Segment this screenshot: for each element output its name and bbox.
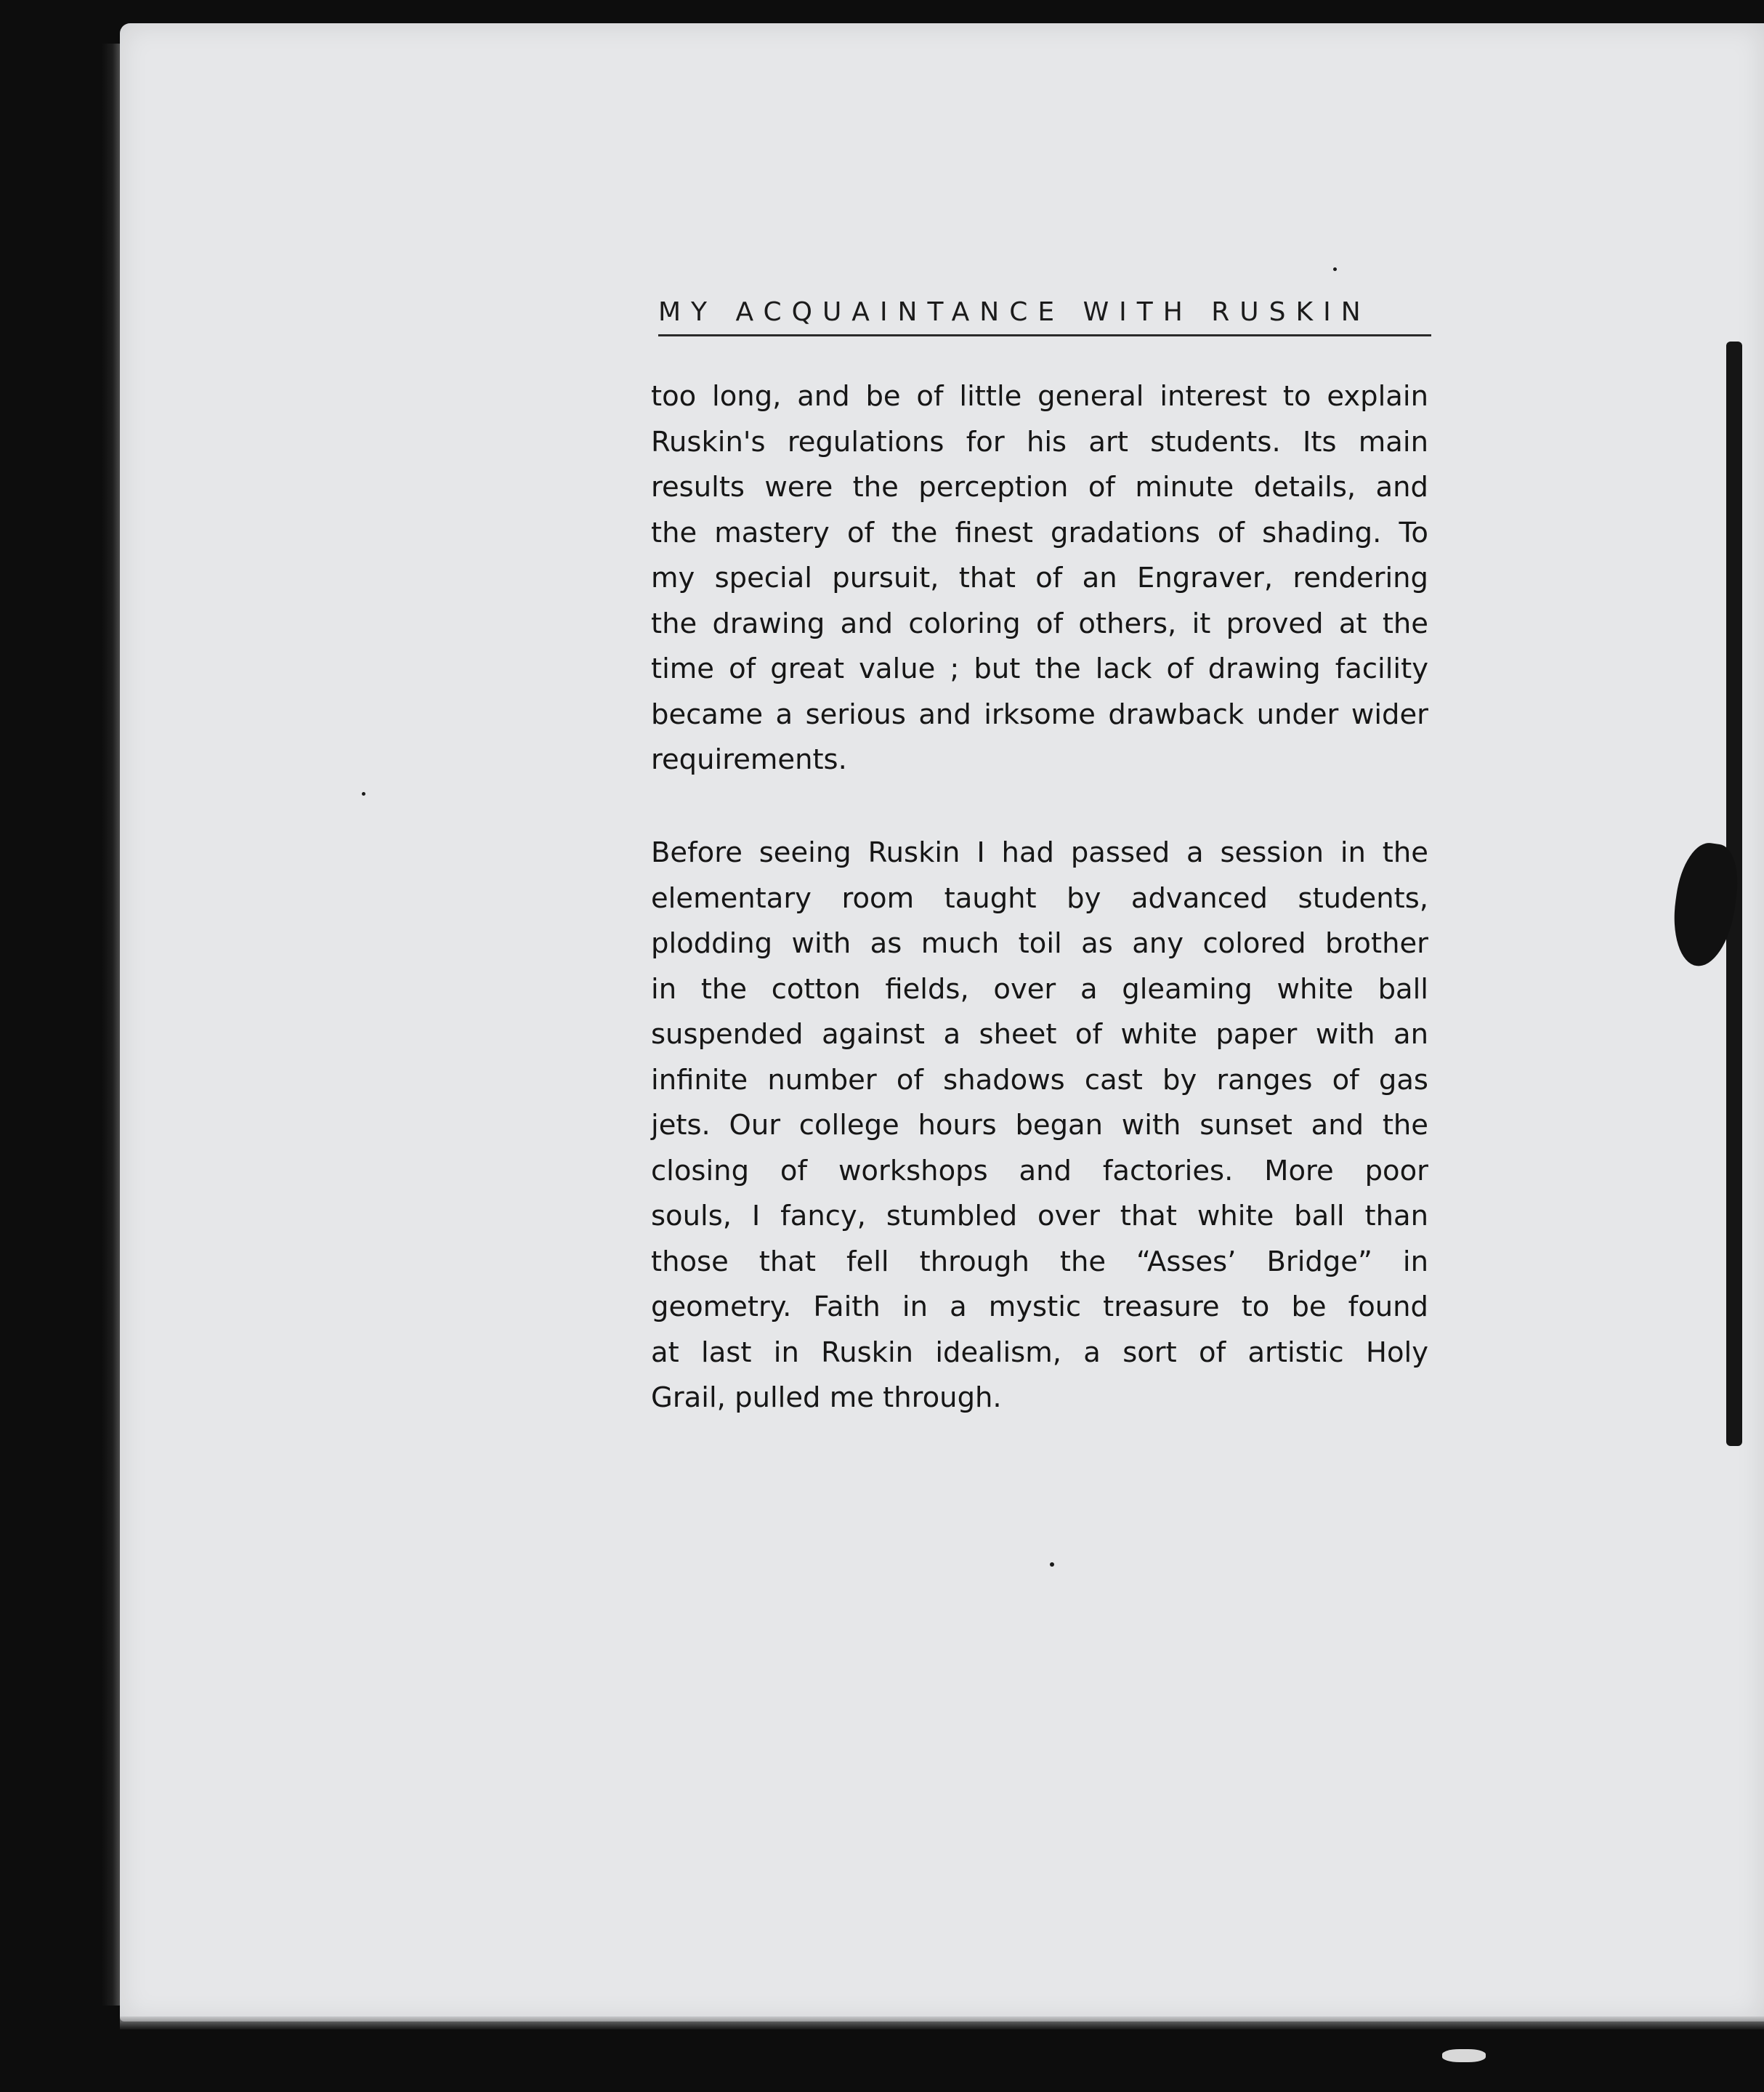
text-line: results were the perception of minute details, and	[651, 471, 1428, 504]
paragraph-1	[651, 374, 1428, 783]
header-rule	[658, 334, 1431, 336]
text-line: Ruskin's regulations for his art students. Its main	[651, 425, 1428, 459]
text-line: geometry. Faith in a mystic treasure to be found	[651, 1291, 1428, 1323]
text-line: the mastery of the finest gradations of shading. To	[651, 516, 1428, 549]
text-line: at last in Ruskin idealism, a sort of artistic Holy	[651, 1336, 1428, 1369]
text-line: infinite number of shadows cast by ranges of gas	[651, 1063, 1428, 1097]
dust-speck	[362, 792, 365, 796]
edge-fleck	[1442, 2049, 1486, 2062]
text-line: my special pursuit, that of an Engraver, rendering	[651, 562, 1428, 594]
text-line: requirements.	[651, 743, 847, 776]
text-line: too long, and be of little general interest to explain	[651, 380, 1428, 413]
running-head: MY ACQUAINTANCE WITH RUSKIN	[658, 297, 1371, 327]
dust-speck	[1333, 267, 1337, 271]
text-line: jets. Our college hours began with sunset and the	[651, 1109, 1428, 1142]
text-line: Grail, pulled me through.	[651, 1381, 1002, 1414]
text-line: elementary room taught by advanced students,	[651, 881, 1428, 915]
text-line: the drawing and coloring of others, it proved at the	[651, 607, 1428, 640]
text-line: suspended against a sheet of white paper with an	[651, 1018, 1428, 1051]
text-line: those that fell through the “Asses’ Bridge” in	[651, 1245, 1428, 1278]
text-line: Before seeing Ruskin I had passed a session in the	[651, 836, 1428, 869]
text-line: became a serious and irksome drawback under wider	[651, 698, 1428, 731]
text-line: closing of workshops and factories. More poor	[651, 1154, 1428, 1187]
paragraph-2	[651, 831, 1428, 1421]
text-line: souls, I fancy, stumbled over that white ball than	[651, 1200, 1428, 1232]
page-bottom-edge	[120, 2016, 1764, 2030]
text-line: plodding with as much toil as any colored brother	[651, 927, 1428, 960]
text-line: in the cotton fields, over a gleaming white ball	[651, 972, 1428, 1006]
text-line: time of great value ; but the lack of drawing facility	[651, 653, 1428, 685]
dust-speck	[1050, 1562, 1054, 1567]
